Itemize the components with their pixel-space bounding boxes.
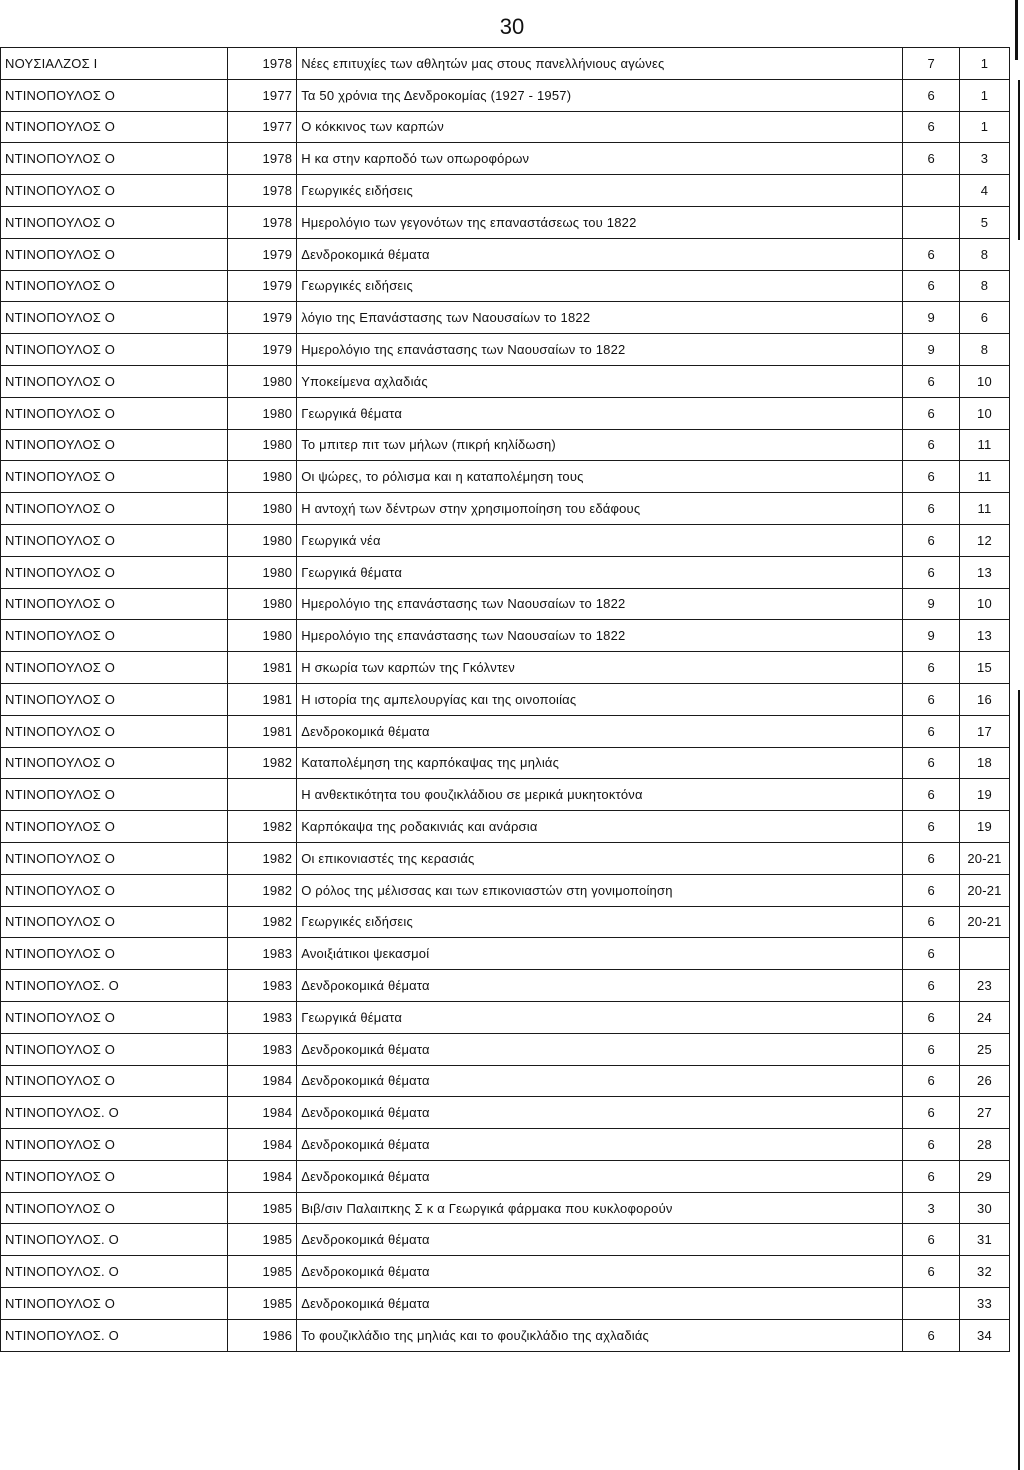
page-cell: 10: [959, 588, 1009, 620]
title-cell: Καρπόκαψα της ροδακινιάς και ανάρσια: [297, 811, 903, 843]
year-cell: 1979: [227, 270, 296, 302]
table-row: [1, 779, 1010, 811]
title-cell: Δενδροκομικά θέματα: [297, 1129, 903, 1161]
title-cell: Οι επικονιαστές της κερασιάς: [297, 842, 903, 874]
page-cell: 30: [959, 1192, 1009, 1224]
table-row: [1, 334, 1010, 366]
volume-cell: 6: [903, 938, 959, 970]
title-cell: Ημερολόγιο της επανάστασης των Ναουσαίων το 1822: [297, 620, 903, 652]
page-cell: 13: [959, 620, 1009, 652]
page-cell: 20-21: [959, 842, 1009, 874]
table-row: [1, 1033, 1010, 1065]
table-row: [1, 1129, 1010, 1161]
volume-cell: 6: [903, 1319, 959, 1351]
table-row: [1, 938, 1010, 970]
table-row: [1, 652, 1010, 684]
year-cell: 1981: [227, 652, 296, 684]
title-cell: Οι ψώρες, το ρόλισμα και η καταπολέμηση τους: [297, 461, 903, 493]
table-row: [1, 1160, 1010, 1192]
volume-cell: 6: [903, 429, 959, 461]
author-cell: ΝΤΙΝΟΠΟΥΛΟΣ Ο: [1, 493, 228, 525]
table-row: [1, 906, 1010, 938]
title-cell: Γεωργικά θέματα: [297, 1001, 903, 1033]
title-cell: Δενδροκομικά θέματα: [297, 1097, 903, 1129]
title-cell: Ανοιξιάτικοι ψεκασμοί: [297, 938, 903, 970]
table-row: [1, 270, 1010, 302]
page-cell: 8: [959, 270, 1009, 302]
page-cell: 29: [959, 1160, 1009, 1192]
year-cell: 1980: [227, 493, 296, 525]
title-cell: λόγιο της Επανάστασης των Ναουσαίων το 1822: [297, 302, 903, 334]
page-cell: 19: [959, 779, 1009, 811]
year-cell: 1980: [227, 556, 296, 588]
author-cell: ΝΤΙΝΟΠΟΥΛΟΣ Ο: [1, 397, 228, 429]
title-cell: Βιβ/σιν Παλαιπκης Σ κ α Γεωργικά φάρμακα που κυκλοφορούν: [297, 1192, 903, 1224]
year-cell: 1980: [227, 588, 296, 620]
page-cell: 17: [959, 715, 1009, 747]
year-cell: 1982: [227, 811, 296, 843]
author-cell: ΝΤΙΝΟΠΟΥΛΟΣ Ο: [1, 556, 228, 588]
volume-cell: 6: [903, 493, 959, 525]
author-cell: ΝΤΙΝΟΠΟΥΛΟΣ Ο: [1, 938, 228, 970]
table-row: [1, 429, 1010, 461]
author-cell: ΝΤΙΝΟΠΟΥΛΟΣ Ο: [1, 906, 228, 938]
table-row: [1, 206, 1010, 238]
title-cell: Τα 50 χρόνια της Δενδροκομίας (1927 - 1957): [297, 79, 903, 111]
author-cell: ΝΤΙΝΟΠΟΥΛΟΣ Ο: [1, 238, 228, 270]
title-cell: Ημερολόγιο των γεγονότων της επαναστάσεως του 1822: [297, 206, 903, 238]
author-cell: ΝΤΙΝΟΠΟΥΛΟΣ. Ο: [1, 1097, 228, 1129]
title-cell: Δενδροκομικά θέματα: [297, 1224, 903, 1256]
author-cell: ΝΤΙΝΟΠΟΥΛΟΣ Ο: [1, 683, 228, 715]
year-cell: 1982: [227, 747, 296, 779]
year-cell: 1982: [227, 874, 296, 906]
year-cell: 1977: [227, 79, 296, 111]
title-cell: Γεωργικές ειδήσεις: [297, 270, 903, 302]
title-cell: Η κα στην καρποδό των οπωροφόρων: [297, 143, 903, 175]
year-cell: 1979: [227, 334, 296, 366]
year-cell: [227, 779, 296, 811]
page-cell: 8: [959, 334, 1009, 366]
title-cell: Ημερολόγιο της επανάστασης των Ναουσαίων το 1822: [297, 334, 903, 366]
year-cell: 1984: [227, 1097, 296, 1129]
title-cell: Δενδροκομικά θέματα: [297, 970, 903, 1002]
author-cell: ΝΤΙΝΟΠΟΥΛΟΣ Ο: [1, 747, 228, 779]
year-cell: 1980: [227, 524, 296, 556]
volume-cell: 3: [903, 1192, 959, 1224]
table-row: [1, 842, 1010, 874]
scan-edge-mark: [1015, 0, 1018, 60]
page-cell: 4: [959, 175, 1009, 207]
page-cell: 1: [959, 48, 1009, 80]
title-cell: Δενδροκομικά θέματα: [297, 1033, 903, 1065]
page-cell: 18: [959, 747, 1009, 779]
volume-cell: 7: [903, 48, 959, 80]
page-cell: 31: [959, 1224, 1009, 1256]
author-cell: ΝΤΙΝΟΠΟΥΛΟΣ Ο: [1, 874, 228, 906]
page-cell: 5: [959, 206, 1009, 238]
author-cell: ΝΤΙΝΟΠΟΥΛΟΣ Ο: [1, 143, 228, 175]
year-cell: 1984: [227, 1129, 296, 1161]
page-cell: 33: [959, 1288, 1009, 1320]
title-cell: Δενδροκομικά θέματα: [297, 238, 903, 270]
volume-cell: 6: [903, 811, 959, 843]
volume-cell: 6: [903, 874, 959, 906]
table-row: [1, 238, 1010, 270]
volume-cell: 6: [903, 1129, 959, 1161]
table-row: [1, 1001, 1010, 1033]
volume-cell: 6: [903, 683, 959, 715]
year-cell: 1984: [227, 1160, 296, 1192]
bibliography-table: [0, 47, 1010, 1352]
table-row: [1, 1256, 1010, 1288]
volume-cell: 6: [903, 79, 959, 111]
page-cell: 16: [959, 683, 1009, 715]
volume-cell: 9: [903, 588, 959, 620]
table-row: [1, 365, 1010, 397]
table-row: [1, 747, 1010, 779]
author-cell: ΝΤΙΝΟΠΟΥΛΟΣ Ο: [1, 175, 228, 207]
year-cell: 1982: [227, 842, 296, 874]
volume-cell: 6: [903, 461, 959, 493]
volume-cell: [903, 1288, 959, 1320]
volume-cell: 6: [903, 747, 959, 779]
title-cell: Γεωργικά νέα: [297, 524, 903, 556]
year-cell: 1978: [227, 206, 296, 238]
page-cell: 11: [959, 461, 1009, 493]
volume-cell: 9: [903, 302, 959, 334]
author-cell: ΝΤΙΝΟΠΟΥΛΟΣ Ο: [1, 620, 228, 652]
page-cell: 13: [959, 556, 1009, 588]
page-cell: 20-21: [959, 906, 1009, 938]
year-cell: 1980: [227, 461, 296, 493]
page-cell: 27: [959, 1097, 1009, 1129]
year-cell: 1983: [227, 970, 296, 1002]
author-cell: ΝΤΙΝΟΠΟΥΛΟΣ Ο: [1, 206, 228, 238]
title-cell: Γεωργικά θέματα: [297, 556, 903, 588]
author-cell: ΝΟΥΣΙΑΛΖΟΣ Ι: [1, 48, 228, 80]
title-cell: Το μπιτερ πιτ των μήλων (πικρή κηλίδωση): [297, 429, 903, 461]
author-cell: ΝΤΙΝΟΠΟΥΛΟΣ Ο: [1, 365, 228, 397]
year-cell: 1978: [227, 48, 296, 80]
year-cell: 1985: [227, 1288, 296, 1320]
table-row: [1, 556, 1010, 588]
year-cell: 1980: [227, 397, 296, 429]
page-cell: 24: [959, 1001, 1009, 1033]
title-cell: Δενδροκομικά θέματα: [297, 715, 903, 747]
author-cell: ΝΤΙΝΟΠΟΥΛΟΣ. Ο: [1, 1256, 228, 1288]
volume-cell: 6: [903, 779, 959, 811]
volume-cell: 6: [903, 143, 959, 175]
table-row: [1, 1065, 1010, 1097]
volume-cell: 6: [903, 524, 959, 556]
author-cell: ΝΤΙΝΟΠΟΥΛΟΣ Ο: [1, 302, 228, 334]
title-cell: Νέες επιτυχίες των αθλητών μας στους πανελλήνιους αγώνες: [297, 48, 903, 80]
year-cell: 1978: [227, 143, 296, 175]
table-row: [1, 524, 1010, 556]
bibliography-table-body: [1, 48, 1010, 1352]
volume-cell: 6: [903, 1097, 959, 1129]
table-row: [1, 874, 1010, 906]
volume-cell: 6: [903, 715, 959, 747]
page-cell: 28: [959, 1129, 1009, 1161]
page-cell: 10: [959, 397, 1009, 429]
author-cell: ΝΤΙΝΟΠΟΥΛΟΣ Ο: [1, 715, 228, 747]
author-cell: ΝΤΙΝΟΠΟΥΛΟΣ. Ο: [1, 1319, 228, 1351]
author-cell: ΝΤΙΝΟΠΟΥΛΟΣ. Ο: [1, 970, 228, 1002]
title-cell: Γεωργικά θέματα: [297, 397, 903, 429]
table-row: [1, 970, 1010, 1002]
volume-cell: 6: [903, 397, 959, 429]
author-cell: ΝΤΙΝΟΠΟΥΛΟΣ Ο: [1, 1001, 228, 1033]
volume-cell: 6: [903, 652, 959, 684]
year-cell: 1984: [227, 1065, 296, 1097]
table-row: [1, 1097, 1010, 1129]
author-cell: ΝΤΙΝΟΠΟΥΛΟΣ Ο: [1, 334, 228, 366]
volume-cell: 6: [903, 906, 959, 938]
page-number: 30: [499, 14, 525, 39]
page-cell: 11: [959, 493, 1009, 525]
year-cell: 1986: [227, 1319, 296, 1351]
title-cell: Δενδροκομικά θέματα: [297, 1288, 903, 1320]
author-cell: ΝΤΙΝΟΠΟΥΛΟΣ Ο: [1, 811, 228, 843]
author-cell: ΝΤΙΝΟΠΟΥΛΟΣ Ο: [1, 842, 228, 874]
page-cell: 26: [959, 1065, 1009, 1097]
author-cell: ΝΤΙΝΟΠΟΥΛΟΣ. Ο: [1, 1224, 228, 1256]
page-cell: 34: [959, 1319, 1009, 1351]
page-cell: 3: [959, 143, 1009, 175]
volume-cell: 6: [903, 1001, 959, 1033]
page-cell: 15: [959, 652, 1009, 684]
year-cell: 1983: [227, 938, 296, 970]
table-row: [1, 683, 1010, 715]
page-cell: 12: [959, 524, 1009, 556]
scan-edge-mark: [1018, 80, 1020, 240]
volume-cell: 6: [903, 1065, 959, 1097]
title-cell: Γεωργικές ειδήσεις: [297, 906, 903, 938]
page-cell: 6: [959, 302, 1009, 334]
table-row: [1, 175, 1010, 207]
volume-cell: 6: [903, 970, 959, 1002]
table-row: [1, 1224, 1010, 1256]
title-cell: Δενδροκομικά θέματα: [297, 1065, 903, 1097]
table-row: [1, 493, 1010, 525]
author-cell: ΝΤΙΝΟΠΟΥΛΟΣ Ο: [1, 111, 228, 143]
table-row: [1, 811, 1010, 843]
volume-cell: 6: [903, 238, 959, 270]
title-cell: Ο κόκκινος των καρπών: [297, 111, 903, 143]
table-row: [1, 1192, 1010, 1224]
table-row: [1, 302, 1010, 334]
author-cell: ΝΤΙΝΟΠΟΥΛΟΣ Ο: [1, 1288, 228, 1320]
volume-cell: [903, 175, 959, 207]
table-row: [1, 715, 1010, 747]
table-row: [1, 397, 1010, 429]
title-cell: Καταπολέμηση της καρπόκαψας της μηλιάς: [297, 747, 903, 779]
author-cell: ΝΤΙΝΟΠΟΥΛΟΣ Ο: [1, 1033, 228, 1065]
author-cell: ΝΤΙΝΟΠΟΥΛΟΣ Ο: [1, 1065, 228, 1097]
title-cell: Η ανθεκτικότητα του φουζικλάδιου σε μερικά μυκητοκτόνα: [297, 779, 903, 811]
page-cell: 19: [959, 811, 1009, 843]
author-cell: ΝΤΙΝΟΠΟΥΛΟΣ Ο: [1, 79, 228, 111]
year-cell: 1978: [227, 175, 296, 207]
page-cell: 20-21: [959, 874, 1009, 906]
table-row: [1, 143, 1010, 175]
volume-cell: 9: [903, 620, 959, 652]
title-cell: Γεωργικές ειδήσεις: [297, 175, 903, 207]
volume-cell: 9: [903, 334, 959, 366]
author-cell: ΝΤΙΝΟΠΟΥΛΟΣ Ο: [1, 652, 228, 684]
year-cell: 1985: [227, 1256, 296, 1288]
page-cell: [959, 938, 1009, 970]
author-cell: ΝΤΙΝΟΠΟΥΛΟΣ Ο: [1, 588, 228, 620]
year-cell: 1979: [227, 238, 296, 270]
volume-cell: 6: [903, 1160, 959, 1192]
table-row: [1, 48, 1010, 80]
volume-cell: [903, 206, 959, 238]
table-row: [1, 588, 1010, 620]
table-row: [1, 1288, 1010, 1320]
title-cell: Ο ρόλος της μέλισσας και των επικονιαστών στη γονιμοποίηση: [297, 874, 903, 906]
author-cell: ΝΤΙΝΟΠΟΥΛΟΣ Ο: [1, 524, 228, 556]
title-cell: Το φουζικλάδιο της μηλιάς και το φουζικλάδιο της αχλαδιάς: [297, 1319, 903, 1351]
page-cell: 8: [959, 238, 1009, 270]
year-cell: 1985: [227, 1192, 296, 1224]
page-cell: 1: [959, 111, 1009, 143]
year-cell: 1980: [227, 620, 296, 652]
page-cell: 1: [959, 79, 1009, 111]
volume-cell: 6: [903, 1256, 959, 1288]
year-cell: 1980: [227, 429, 296, 461]
year-cell: 1981: [227, 683, 296, 715]
year-cell: 1979: [227, 302, 296, 334]
volume-cell: 6: [903, 365, 959, 397]
year-cell: 1982: [227, 906, 296, 938]
year-cell: 1985: [227, 1224, 296, 1256]
volume-cell: 6: [903, 111, 959, 143]
title-cell: Η αντοχή των δέντρων στην χρησιμοποίηση του εδάφους: [297, 493, 903, 525]
title-cell: Η σκωρία των καρπών της Γκόλντεν: [297, 652, 903, 684]
author-cell: ΝΤΙΝΟΠΟΥΛΟΣ Ο: [1, 1192, 228, 1224]
page-cell: 23: [959, 970, 1009, 1002]
author-cell: ΝΤΙΝΟΠΟΥΛΟΣ Ο: [1, 1129, 228, 1161]
title-cell: Δενδροκομικά θέματα: [297, 1256, 903, 1288]
author-cell: ΝΤΙΝΟΠΟΥΛΟΣ Ο: [1, 270, 228, 302]
year-cell: 1983: [227, 1001, 296, 1033]
year-cell: 1981: [227, 715, 296, 747]
page-cell: 11: [959, 429, 1009, 461]
volume-cell: 6: [903, 842, 959, 874]
author-cell: ΝΤΙΝΟΠΟΥΛΟΣ Ο: [1, 429, 228, 461]
volume-cell: 6: [903, 556, 959, 588]
title-cell: Υποκείμενα αχλαδιάς: [297, 365, 903, 397]
year-cell: 1977: [227, 111, 296, 143]
table-row: [1, 461, 1010, 493]
title-cell: Η ιστορία της αμπελουργίας και της οινοποιίας: [297, 683, 903, 715]
table-row: [1, 111, 1010, 143]
title-cell: Δενδροκομικά θέματα: [297, 1160, 903, 1192]
page-cell: 32: [959, 1256, 1009, 1288]
page-cell: 25: [959, 1033, 1009, 1065]
title-cell: Ημερολόγιο της επανάστασης των Ναουσαίων το 1822: [297, 588, 903, 620]
table-row: [1, 1319, 1010, 1351]
author-cell: ΝΤΙΝΟΠΟΥΛΟΣ Ο: [1, 461, 228, 493]
table-row: [1, 620, 1010, 652]
year-cell: 1980: [227, 365, 296, 397]
volume-cell: 6: [903, 1224, 959, 1256]
author-cell: ΝΤΙΝΟΠΟΥΛΟΣ Ο: [1, 779, 228, 811]
year-cell: 1983: [227, 1033, 296, 1065]
volume-cell: 6: [903, 1033, 959, 1065]
author-cell: ΝΤΙΝΟΠΟΥΛΟΣ Ο: [1, 1160, 228, 1192]
table-row: [1, 79, 1010, 111]
volume-cell: 6: [903, 270, 959, 302]
page-cell: 10: [959, 365, 1009, 397]
scan-edge-mark: [1018, 690, 1020, 1470]
